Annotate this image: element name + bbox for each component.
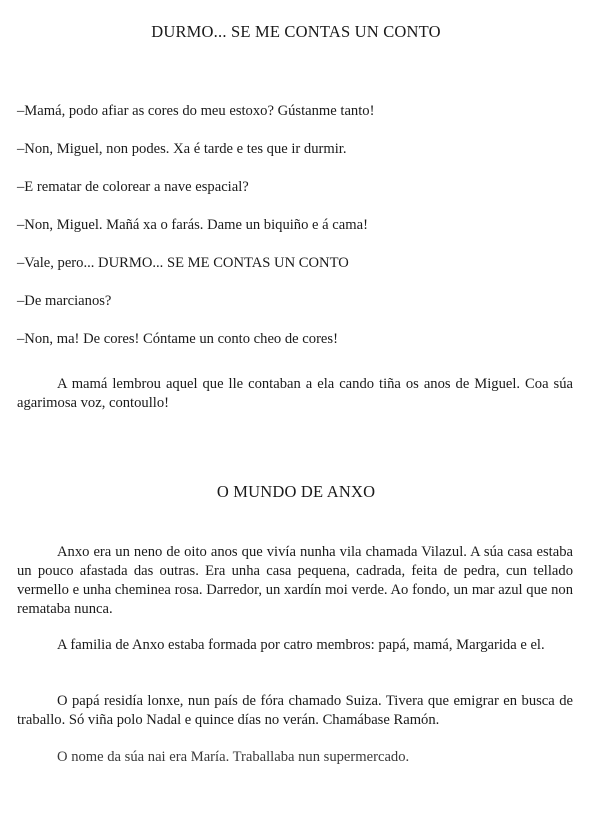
- body-paragraph: O nome da súa nai era María. Traballaba nun supermercado.: [57, 749, 410, 765]
- dialogue-line: –E rematar de colorear a nave espacial?: [17, 179, 249, 195]
- intro-paragraph: A mamá lembrou aquel que lle contaban a ela cando tiña os anos de Miguel. Coa súa agarimosa voz, contoullo!: [17, 376, 573, 411]
- body-paragraph: A familia de Anxo estaba formada por catro membros: papá, mamá, Margarida e el.: [57, 637, 545, 653]
- document-title: DURMO... SE ME CONTAS UN CONTO: [151, 22, 441, 41]
- section-title: O MUNDO DE ANXO: [216, 482, 376, 501]
- dialogue-line: –Non, ma! De cores! Cóntame un conto cheo de cores!: [17, 331, 338, 347]
- dialogue-line: –De marcianos?: [17, 293, 112, 309]
- dialogue-line: –Non, Miguel. Mañá xa o farás. Dame un biquiño e á cama!: [17, 217, 368, 233]
- body-paragraph: Anxo era un neno de oito anos que vivía nunha vila chamada Vilazul. A súa casa estaba un pouco afastada das outras. Era unha casa pequena, cadrada, feita de pedra, cun tellado vermello e unha cheminea rosa. Darredor, un xardín moi verde. Ao fondo, un mar azul que non remataba nunca.: [17, 544, 573, 617]
- dialogue-line: –Non, Miguel, non podes. Xa é tarde e tes que ir durmir.: [17, 141, 347, 157]
- dialogue-line: –Mamá, podo afiar as cores do meu estoxo? Gústanme tanto!: [17, 103, 375, 119]
- body-paragraph: O papá residía lonxe, nun país de fóra chamado Suiza. Tivera que emigrar en busca de traballo. Só viña polo Nadal e quince días no verán. Chamábase Ramón.: [17, 693, 573, 728]
- dialogue-line: –Vale, pero... DURMO... SE ME CONTAS UN CONTO: [17, 255, 349, 271]
